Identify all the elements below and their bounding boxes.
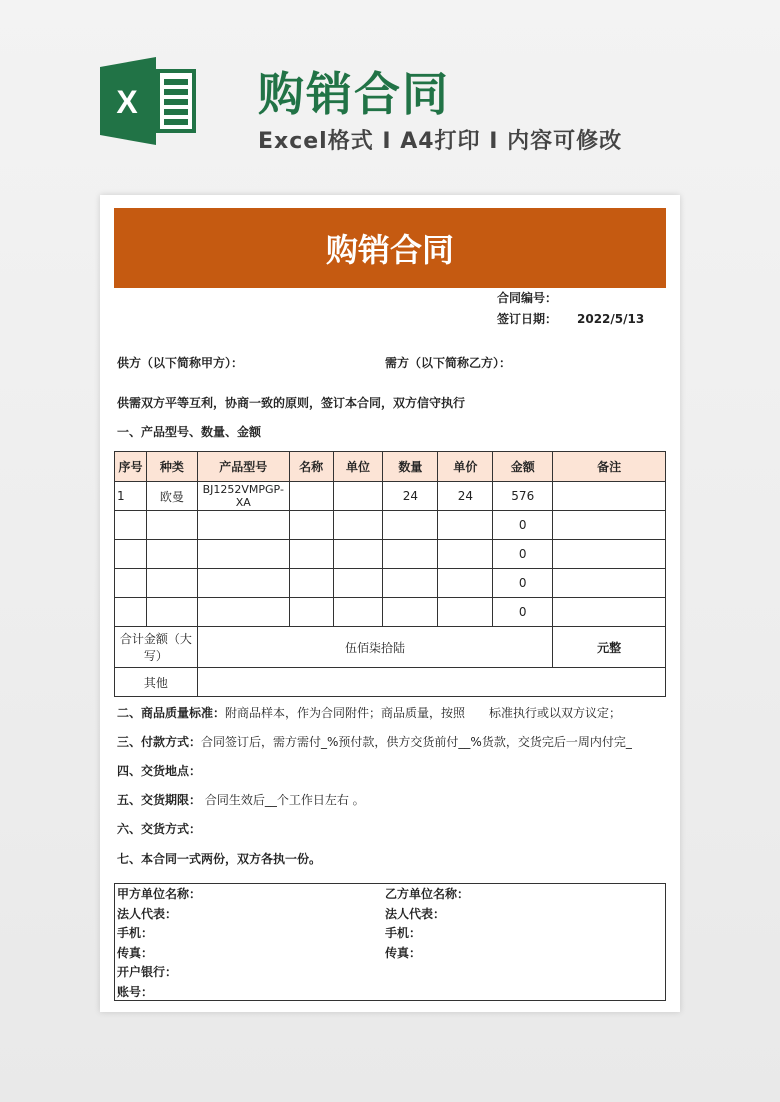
total-unit: 元整	[553, 627, 666, 668]
party-field-label: 法人代表：	[385, 906, 446, 921]
table-row	[115, 511, 666, 540]
table-cell[interactable]: 欧曼	[146, 482, 197, 511]
table-cell[interactable]: 0	[493, 569, 553, 598]
table-header-row	[115, 452, 666, 482]
promo-subtitle: Excel格式 I A4打印 I 内容可修改	[258, 129, 623, 154]
table-cell[interactable]	[289, 598, 333, 627]
table-cell[interactable]	[197, 540, 289, 569]
col-header: 名称	[289, 452, 333, 482]
table-cell[interactable]: 0	[493, 540, 553, 569]
table-cell[interactable]	[553, 569, 666, 598]
sign-date: 2022/5/13	[577, 312, 645, 326]
clause	[117, 734, 632, 750]
table-cell[interactable]	[115, 598, 147, 627]
table-cell[interactable]	[383, 598, 438, 627]
table-cell[interactable]	[438, 569, 493, 598]
other-value[interactable]	[197, 668, 665, 697]
table-cell[interactable]: BJ1252VMPGP-XA	[197, 482, 289, 511]
col-header: 单位	[333, 452, 383, 482]
col-header: 数量	[383, 452, 438, 482]
clause-text: 合同签订后，需方需付_%预付款，供方交货前付__%货款，交货完后一周内付完_	[201, 735, 632, 749]
table-row	[115, 569, 666, 598]
table-cell[interactable]	[438, 598, 493, 627]
table-cell[interactable]	[333, 569, 383, 598]
party-field-label: 手机：	[385, 926, 422, 940]
table-cell[interactable]	[553, 598, 666, 627]
table-cell[interactable]	[438, 511, 493, 540]
clause	[117, 851, 321, 867]
contract-no-label: 合同编号：	[497, 291, 558, 305]
table-cell[interactable]	[553, 540, 666, 569]
svg-text:X: X	[116, 84, 138, 120]
buyer-label: 需方（以下简称乙方）：	[385, 356, 512, 370]
table-cell[interactable]	[146, 598, 197, 627]
clause	[117, 792, 365, 808]
table-cell[interactable]	[333, 540, 383, 569]
table-cell[interactable]	[146, 569, 197, 598]
table-cell[interactable]: 24	[383, 482, 438, 511]
table-cell[interactable]	[146, 511, 197, 540]
table-cell[interactable]	[289, 482, 333, 511]
table-row	[115, 598, 666, 627]
clause	[117, 763, 201, 779]
table-cell[interactable]	[553, 482, 666, 511]
table-cell[interactable]	[115, 511, 147, 540]
clause	[117, 821, 201, 837]
table-row	[115, 482, 666, 511]
total-row	[115, 627, 666, 668]
clause-title: 三、付款方式：	[117, 735, 202, 749]
col-header: 种类	[146, 452, 197, 482]
other-row	[115, 668, 666, 697]
table-cell[interactable]	[383, 511, 438, 540]
section1-heading: 一、产品型号、数量、金额	[117, 425, 262, 439]
table-cell[interactable]	[197, 511, 289, 540]
party-field-label: 传真：	[385, 945, 422, 960]
col-header: 备注	[553, 452, 666, 482]
clause-title: 五、交货期限：	[117, 793, 202, 807]
table-cell[interactable]: 0	[493, 598, 553, 627]
clause	[117, 705, 621, 721]
clause-title: 七、本合同一式两份，双方各执一份。	[117, 852, 322, 866]
table-cell[interactable]	[383, 540, 438, 569]
table-cell[interactable]	[333, 482, 383, 511]
total-value[interactable]: 伍佰柒拾陆	[197, 627, 552, 668]
table-cell[interactable]	[197, 569, 289, 598]
signature-box	[114, 883, 666, 1001]
party-field-label: 开户银行：	[117, 965, 178, 979]
table-row	[115, 540, 666, 569]
table-cell[interactable]	[289, 569, 333, 598]
sign-date-label: 签订日期：	[497, 312, 558, 326]
table-cell[interactable]	[333, 511, 383, 540]
table-cell[interactable]	[553, 511, 666, 540]
table-cell[interactable]: 0	[493, 511, 553, 540]
supplier-label: 供方（以下简称甲方）：	[117, 356, 244, 370]
product-table	[114, 451, 666, 697]
col-header: 序号	[115, 452, 147, 482]
table-cell[interactable]: 24	[438, 482, 493, 511]
table-cell[interactable]: 1	[115, 482, 147, 511]
promo-title: 购销合同	[258, 67, 450, 121]
clause-text: 附商品样本，作为合同附件；商品质量，按照 标准执行或以双方议定；	[225, 706, 622, 720]
col-header: 产品型号	[197, 452, 289, 482]
clause-title: 二、商品质量标准：	[117, 706, 226, 720]
party-field-label: 甲方单位名称：	[117, 887, 202, 901]
clause-title: 六、交货方式：	[117, 822, 202, 836]
party-field-label: 手机：	[117, 926, 154, 940]
document-banner: 购销合同	[114, 208, 666, 288]
party-field-label: 法人代表：	[117, 906, 178, 921]
excel-logo-icon	[100, 57, 198, 145]
col-header: 单价	[438, 452, 493, 482]
clause-text: 合同生效后__个工作日左右 。	[201, 793, 365, 807]
table-cell[interactable]	[289, 511, 333, 540]
party-field-label: 传真：	[117, 945, 154, 960]
table-cell[interactable]	[115, 540, 147, 569]
table-cell[interactable]	[333, 598, 383, 627]
table-cell[interactable]	[438, 540, 493, 569]
table-cell[interactable]	[289, 540, 333, 569]
table-cell[interactable]: 576	[493, 482, 553, 511]
table-cell[interactable]	[383, 569, 438, 598]
other-label: 其他	[115, 668, 198, 697]
clause-title: 四、交货地点：	[117, 764, 202, 778]
intro-text: 供需双方平等互利，协商一致的原则，签订本合同，双方信守执行	[117, 396, 466, 410]
party-field-label: 乙方单位名称：	[385, 887, 470, 901]
col-header: 金额	[493, 452, 553, 482]
table-cell[interactable]	[146, 540, 197, 569]
total-label: 合计金额（大写）	[115, 627, 198, 668]
table-cell[interactable]	[115, 569, 147, 598]
table-cell[interactable]	[197, 598, 289, 627]
party-field-label: 账号：	[117, 984, 154, 999]
